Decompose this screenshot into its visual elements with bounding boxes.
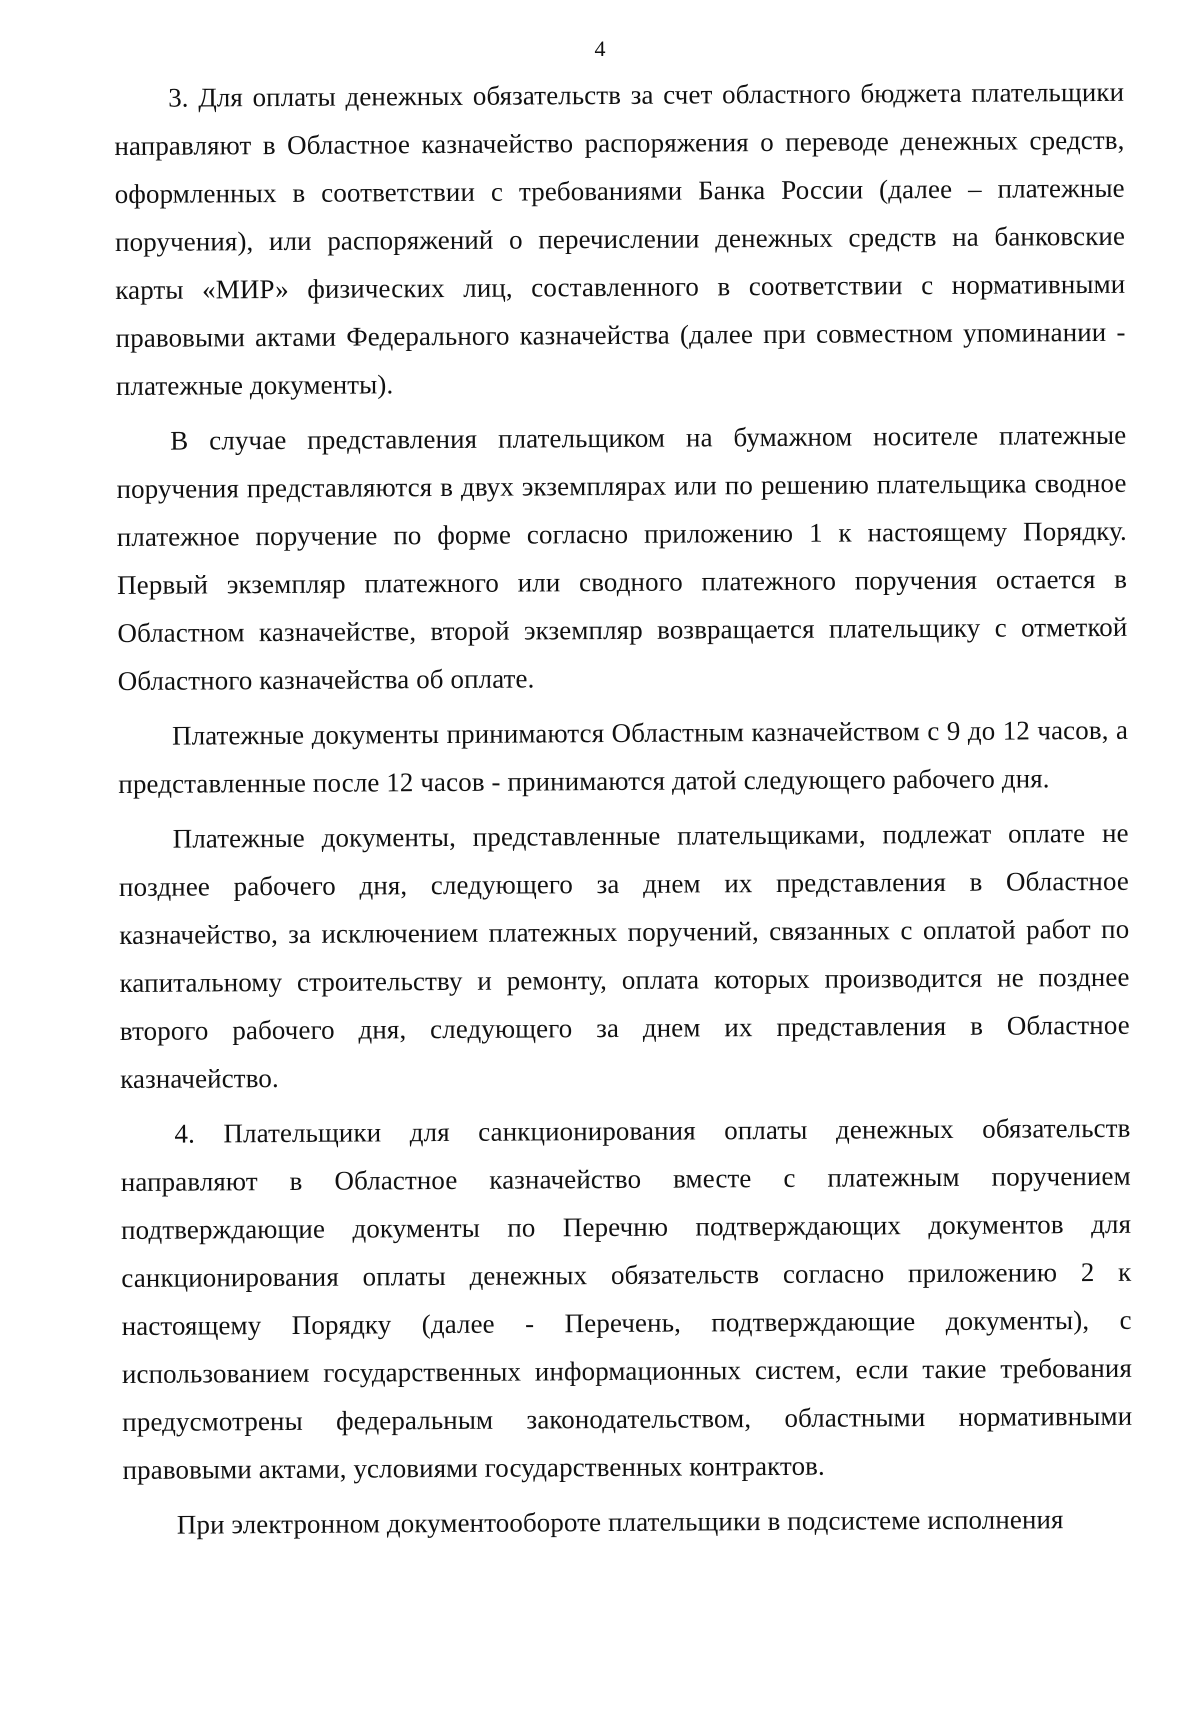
document-body <box>114 68 1133 1556</box>
paragraph-5: 4. Плательщики для санкционирования оплаты денежных обязательств направляют в Областное казначейство вместе с платежным поручением подтверждающие документы по Перечню подтверждающих документов для санкционирования оплаты денежных обязательств согласно приложению 2 к настоящему Порядку (далее - Перечень, подтверждающие документы), с использованием государственных информационных систем, если такие требования предусмотрены федеральным законодательством, областными нормативными правовыми актами, условиями государственных контрактов. <box>120 1112 1133 1485</box>
paragraph-6: При электронном документообороте плательщики в подсистеме исполнения <box>176 1504 1064 1540</box>
paragraph-2: В случае представления плательщиком на бумажном носителе платежные поручения представляются в двух экземплярах или по решению плательщика сводное платежное поручение по форме согласно приложению 1 к настоящему Порядку. Первый экземпляр платежного или сводного платежного поручения остается в Областном казначействе, второй экземпляр возвращается плательщику с отметкой Областного казначейства об оплате. <box>116 419 1128 696</box>
page-number: 4 <box>594 36 606 61</box>
paragraph-3: Платежные документы принимаются Областным казначейством с 9 до 12 часов, а представленные после 12 часов - принимаются датой следующего рабочего дня. <box>118 714 1129 799</box>
paragraph-1: 3. Для оплаты денежных обязательств за счет областного бюджета плательщики направляют в Областное казначейство распоряжения о переводе денежных средств, оформленных в соответствии с требованиями Банка России (далее – платежные поручения), или распоряжений о перечислении денежных средств на банковские карты «МИР» физических лиц, составленного в соответствии с нормативными правовыми актами Федерального казначейства (далее при совместном упоминании - платежные документы). <box>114 76 1126 401</box>
paragraph-4: Платежные документы, представленные плательщиками, подлежат оплате не позднее рабочего дня, следующего за днем их представления в Областное казначейство, за исключением платежных поручений, связанных с оплатой работ по капитальному строительству и ремонту, оплата которых производится не позднее второго рабочего дня, следующего за днем их представления в Областное казначейство. <box>118 817 1130 1094</box>
